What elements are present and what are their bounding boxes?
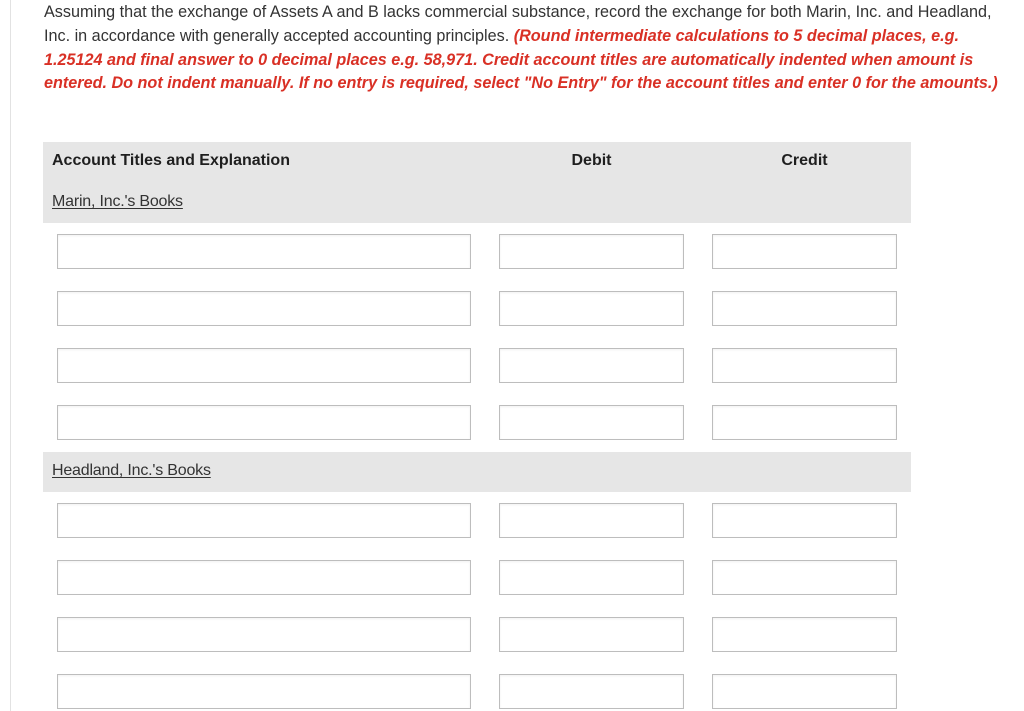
journal-row: [0, 503, 1024, 538]
credit-amount-input[interactable]: [712, 405, 897, 440]
account-title-input[interactable]: [57, 617, 471, 652]
account-title-input[interactable]: [57, 405, 471, 440]
column-header-debit: Debit: [571, 152, 612, 169]
instructions-lead: Assuming that the exchange of Assets A and B lacks commercial substance, record the exchange for both Marin, Inc. and Headland, Inc. in accordance with generally accepted accounting principles.: [44, 3, 992, 45]
account-title-input[interactable]: [57, 348, 471, 383]
journal-row: [0, 617, 1024, 652]
debit-amount-input[interactable]: [499, 348, 684, 383]
journal-row: [0, 348, 1024, 383]
credit-amount-input[interactable]: [712, 234, 897, 269]
debit-amount-input[interactable]: [499, 234, 684, 269]
debit-amount-input[interactable]: [499, 405, 684, 440]
debit-amount-input[interactable]: [499, 674, 684, 709]
account-title-input[interactable]: [57, 503, 471, 538]
journal-row: [0, 291, 1024, 326]
credit-amount-input[interactable]: [712, 560, 897, 595]
column-header-credit: Credit: [781, 152, 828, 169]
journal-row: [0, 234, 1024, 269]
debit-amount-input[interactable]: [499, 291, 684, 326]
question-instructions: [44, 1, 1004, 96]
credit-amount-input[interactable]: [712, 503, 897, 538]
account-title-input[interactable]: [57, 674, 471, 709]
debit-amount-input[interactable]: [499, 503, 684, 538]
debit-amount-input[interactable]: [499, 560, 684, 595]
credit-amount-input[interactable]: [712, 291, 897, 326]
section-title-headland: Headland, Inc.'s Books: [52, 462, 211, 479]
debit-amount-input[interactable]: [499, 617, 684, 652]
credit-amount-input[interactable]: [712, 617, 897, 652]
credit-amount-input[interactable]: [712, 674, 897, 709]
account-title-input[interactable]: [57, 560, 471, 595]
account-title-input[interactable]: [57, 234, 471, 269]
column-header-account: Account Titles and Explanation: [52, 152, 290, 169]
journal-row: [0, 674, 1024, 709]
journal-row: [0, 560, 1024, 595]
credit-amount-input[interactable]: [712, 348, 897, 383]
journal-row: [0, 405, 1024, 440]
account-title-input[interactable]: [57, 291, 471, 326]
instructions-note: (Round intermediate calculations to 5 decimal places, e.g. 1.25124 and final answer to 0 decimal places e.g. 58,971. Credit account titles are automatically indented when amount is entered. Do not indent manually. If no entry is required, select "No Entry" for the account titles and enter 0 for the amounts.): [44, 26, 998, 93]
section-title-marin: Marin, Inc.'s Books: [52, 193, 183, 210]
